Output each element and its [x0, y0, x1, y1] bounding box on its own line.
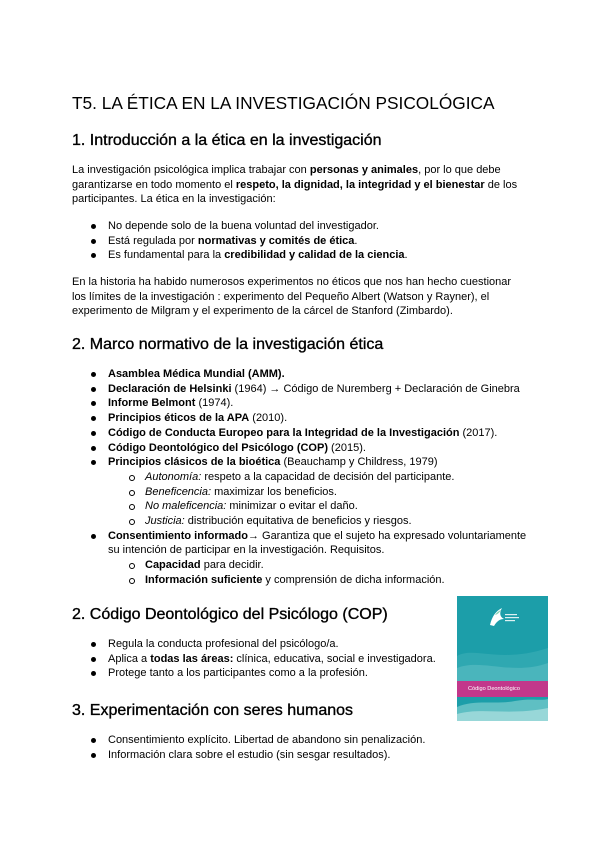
- bioethics-principles-list: [108, 470, 528, 529]
- list-item: [72, 748, 528, 763]
- principle-description: distribución equitativa de beneficios y riesgos.: [184, 515, 412, 528]
- list-item: [72, 652, 452, 667]
- list-item-text: (1964) → Código de Nuremberg + Declaración de Ginebra: [231, 382, 520, 395]
- cop-list: [72, 637, 452, 681]
- list-item: [72, 219, 528, 234]
- intro-text: de los participantes. La ética en la investigación:: [72, 178, 518, 206]
- list-item-helsinki: [72, 382, 528, 397]
- principle-description: respeto a la capacidad de decisión del participante.: [201, 470, 455, 483]
- intro-paragraph: [72, 163, 528, 207]
- ethics-features-list: [72, 219, 528, 263]
- normative-framework-list: [72, 367, 528, 588]
- cover-title: Código Deontológico: [468, 686, 520, 692]
- sub-list-item: [108, 573, 528, 588]
- list-item-bold: Consentimiento informado: [108, 529, 248, 542]
- list-item-bold: Principios éticos de la APA: [108, 412, 250, 425]
- list-item-text: (2017).: [459, 426, 498, 439]
- list-item: [72, 666, 452, 681]
- list-item-text: Está regulada por: [108, 234, 198, 247]
- list-item-codigo-europeo: [72, 426, 528, 441]
- cop-logo-text-line: [505, 614, 517, 615]
- sub-list-item: [108, 558, 528, 573]
- cop-logo-text-line: [505, 620, 515, 621]
- list-item-cop: [72, 441, 528, 456]
- list-item-text: → Garantiza que el sujeto ha expresado voluntariamente su intención de participar en la investigación. Requisitos.: [108, 529, 527, 557]
- cover-artwork: [457, 596, 548, 721]
- list-item-text: clínica, educativa, social e investigadora.: [233, 652, 436, 665]
- list-item-amm: [72, 367, 528, 382]
- section-heading-marco-normativo: 2. Marco normativo de la investigación ética: [72, 336, 384, 353]
- list-item-bold: credibilidad y calidad de la ciencia: [224, 249, 405, 262]
- principle-description: maximizar los beneficios.: [211, 485, 337, 498]
- intro-bold-text: personas y animales: [309, 164, 419, 176]
- list-item-text: (2015).: [328, 441, 366, 454]
- list-item: [72, 733, 528, 748]
- list-item: [72, 234, 528, 249]
- principle-name: Autonomía:: [145, 470, 202, 483]
- list-item-bold: Principios clásicos de la bioética: [108, 456, 281, 469]
- principle-name: Beneficencia:: [145, 485, 212, 498]
- codigo-deontologico-cover-image: [457, 596, 548, 721]
- intro-bold-text: respeto, la dignidad, la integridad y el bienestar: [235, 178, 485, 191]
- list-item-bold: normativas y comités de ética: [197, 234, 355, 247]
- requirement-name: Información suficiente: [145, 573, 263, 586]
- list-item-text: Consentimiento explícito. Libertad de abandono sin penalización.: [108, 734, 426, 746]
- requirement-description: para decidir.: [200, 559, 264, 572]
- list-item-bold: Código Deontológico del Psicólogo (COP): [108, 441, 328, 454]
- list-item-bioetica: [72, 455, 528, 529]
- human-experimentation-list: [72, 733, 528, 762]
- intro-text: , por lo que debe garantizarse en todo momento el: [72, 164, 501, 191]
- list-item-belmont: [72, 396, 528, 411]
- section-heading-experimentacion: 3. Experimentación con seres humanos: [72, 702, 354, 719]
- list-item-text: Aplica a: [108, 652, 151, 665]
- list-item-text: (Beauchamp y Childress, 1979): [280, 456, 438, 469]
- list-item-text: Información clara sobre el estudio (sin sesgar resultados).: [108, 748, 391, 761]
- list-item-text: No depende solo de la buena voluntad del investigador.: [108, 220, 379, 232]
- intro-text: La investigación psicológica implica trabajar con: [72, 164, 310, 176]
- list-item-bold: Informe Belmont: [108, 397, 196, 410]
- list-item-bold: Código de Conducta Europeo para la Integridad de la Investigación: [108, 426, 460, 439]
- list-item-bold: Asamblea Médica Mundial (AMM).: [108, 368, 285, 380]
- cop-logo-text-line: [505, 617, 519, 618]
- list-item-text: .: [404, 249, 408, 262]
- page-title: T5. LA ÉTICA EN LA INVESTIGACIÓN PSICOLÓGICA: [72, 93, 495, 113]
- list-item-bold: Declaración de Helsinki: [108, 382, 232, 395]
- sub-list-item: [108, 514, 528, 529]
- list-item-bold: todas las áreas:: [150, 652, 234, 665]
- sub-list-item: [108, 485, 528, 500]
- principle-description: minimizar o evitar el daño.: [226, 500, 358, 513]
- list-item: [72, 637, 452, 652]
- requirement-name: Capacidad: [145, 559, 201, 572]
- sub-list-item: [108, 470, 528, 485]
- consent-requirements-list: [108, 558, 528, 587]
- principle-name: Justicia:: [145, 515, 185, 528]
- section-heading-introduccion: 1. Introducción a la ética en la investigación: [72, 132, 382, 149]
- principle-name: No maleficencia:: [145, 500, 227, 513]
- list-item-text: (1974).: [195, 397, 234, 410]
- sub-list-item: [108, 499, 528, 514]
- section-heading-cop: 2. Código Deontológico del Psicólogo (COP): [72, 606, 388, 623]
- list-item-apa: [72, 411, 528, 426]
- history-paragraph: En la historia ha habido numerosos experimentos no éticos que nos han hecho cuestionar los límites de la investigación : experimento del Pequeño Albert (Watson y Rayner), el experimento de Milgram y el experimento de la cárcel de Stanford (Zimbardo).: [72, 276, 512, 318]
- list-item-consentimiento: [72, 529, 528, 588]
- requirement-description: y comprensión de dicha información.: [262, 573, 445, 586]
- list-item-text: Regula la conducta profesional del psicólogo/a.: [108, 638, 339, 650]
- list-item-text: Protege tanto a los participantes como a la profesión.: [108, 667, 368, 680]
- list-item: [72, 248, 528, 263]
- list-item-text: (2010).: [249, 412, 288, 425]
- list-item-text: .: [354, 234, 358, 247]
- list-item-text: Es fundamental para la: [108, 249, 225, 262]
